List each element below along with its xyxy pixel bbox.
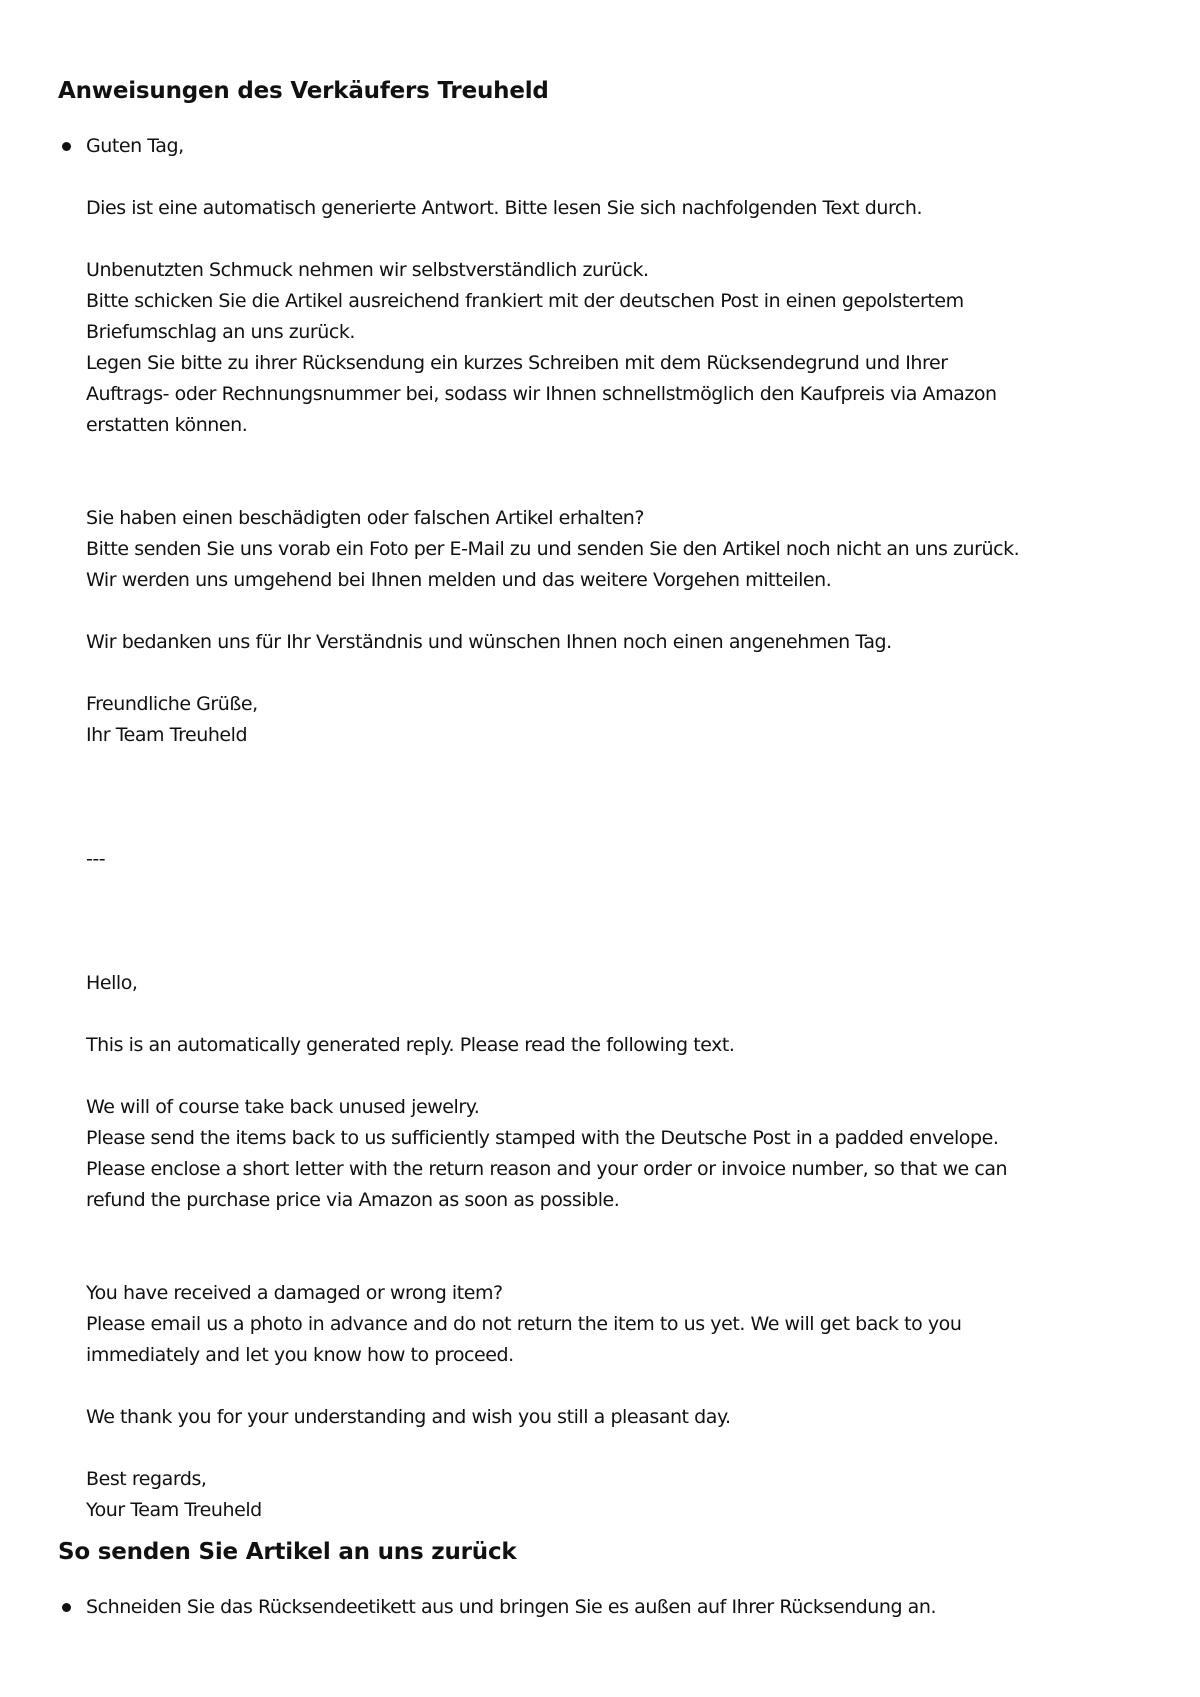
signoff-de: Freundliche Grüße, [86,693,258,715]
text-line: Please email us a photo in advance and do not return the item to us yet. We will get back to you [86,1313,962,1335]
bullet-icon [62,142,71,151]
text-line: erstatten können. [86,414,248,436]
bullet-icon [62,1603,71,1612]
text-line: We will of course take back unused jewelry. [86,1096,480,1118]
return-instruction-text: Schneiden Sie das Rücksendeetikett aus und bringen Sie es außen auf Ihrer Rücksendung an. [86,1596,937,1618]
signature-de: Ihr Team Treuheld [86,724,248,746]
signoff-en: Best regards, [86,1468,207,1490]
text-line: Please send the items back to us sufficiently stamped with the Deutsche Post in a padded envelope. [86,1127,999,1149]
separator-text: --- [86,848,106,870]
signature-en: Your Team Treuheld [86,1499,262,1521]
section-heading-seller-instructions: Anweisungen des Verkäufers Treuheld [58,78,549,104]
greeting-en: Hello, [86,972,138,994]
text-line: Wir werden uns umgehend bei Ihnen melden und das weitere Vorgehen mitteilen. [86,569,832,591]
text-line: Unbenutzten Schmuck nehmen wir selbstverständlich zurück. [86,259,649,281]
text-line: Legen Sie bitte zu ihrer Rücksendung ein kurzes Schreiben mit dem Rücksendegrund und Ihrer [86,352,948,374]
text-line: We thank you for your understanding and wish you still a pleasant day. [86,1406,731,1428]
text-line: Briefumschlag an uns zurück. [86,321,355,343]
section-heading-return-items: So senden Sie Artikel an uns zurück [58,1539,517,1565]
seller-instructions-text [86,131,1146,1526]
greeting-de: Guten Tag, [86,135,184,157]
text-line: Bitte senden Sie uns vorab ein Foto per E-Mail zu und senden Sie den Artikel noch nicht an uns zurück. [86,538,1020,560]
text-line: Please enclose a short letter with the return reason and your order or invoice number, so that we can [86,1158,1008,1180]
text-line: refund the purchase price via Amazon as soon as possible. [86,1189,620,1211]
text-line: This is an automatically generated reply. Please read the following text. [86,1034,735,1056]
text-line: immediately and let you know how to proceed. [86,1344,514,1366]
text-line: Sie haben einen beschädigten oder falschen Artikel erhalten? [86,507,645,529]
text-line: Dies ist eine automatisch generierte Antwort. Bitte lesen Sie sich nachfolgenden Text durch. [86,197,923,219]
text-line: Bitte schicken Sie die Artikel ausreichend frankiert mit der deutschen Post in einen gepolstertem [86,290,964,312]
text-line: Auftrags- oder Rechnungsnummer bei, sodass wir Ihnen schnellstmöglich den Kaufpreis via Amazon [86,383,997,405]
text-line: You have received a damaged or wrong item? [86,1282,503,1304]
text-line: Wir bedanken uns für Ihr Verständnis und wünschen Ihnen noch einen angenehmen Tag. [86,631,892,653]
